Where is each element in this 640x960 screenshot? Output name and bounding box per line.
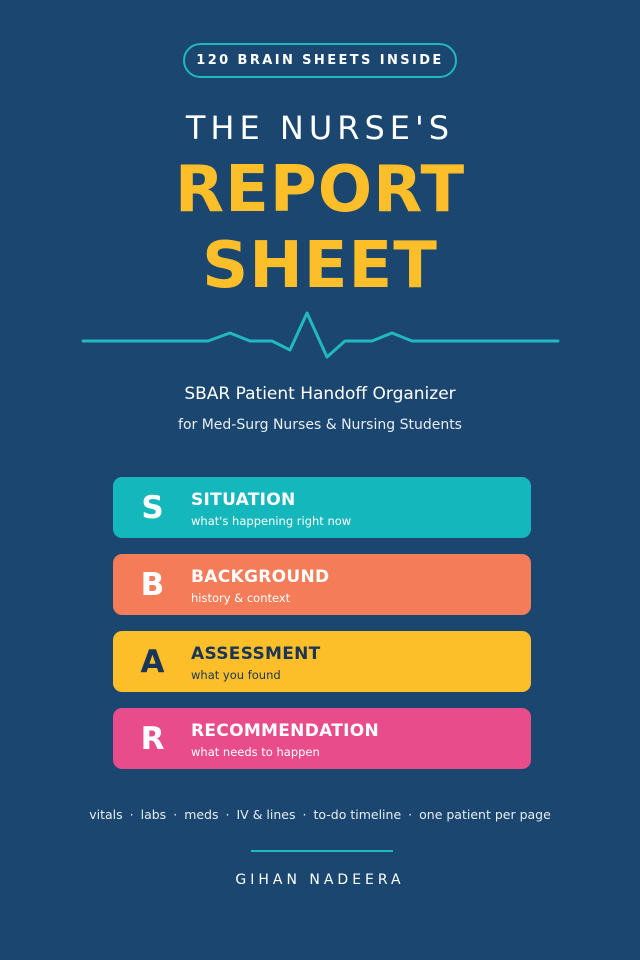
sbar-description: what's happening right now	[191, 514, 352, 528]
divider	[251, 850, 393, 852]
separator-dot: ·	[225, 807, 230, 822]
subtitle: SBAR Patient Handoff Organizer	[184, 384, 456, 404]
sbar-background	[113, 554, 531, 615]
title-kicker: THE NURSE'S	[185, 109, 455, 147]
separator-dot: ·	[302, 807, 307, 822]
sbar-letter: A	[140, 643, 165, 680]
feature-item: IV & lines	[236, 807, 296, 822]
sbar-description: what needs to happen	[191, 745, 320, 759]
sbar-letter: R	[140, 720, 165, 757]
sbar-letter: B	[140, 566, 165, 603]
heartbeat-line-icon	[0, 300, 640, 370]
separator-dot: ·	[408, 807, 413, 822]
sbar-heading: RECOMMENDATION	[191, 721, 380, 741]
sbar-recommendation	[113, 708, 531, 769]
sbar-heading: BACKGROUND	[191, 567, 330, 587]
feature-item: meds	[184, 807, 219, 822]
title-line-2: SHEET	[202, 229, 438, 303]
feature-list	[0, 807, 640, 822]
sbar-letter: S	[141, 489, 164, 526]
separator-dot: ·	[129, 807, 134, 822]
feature-item: labs	[140, 807, 167, 822]
sbar-assessment	[113, 631, 531, 692]
sbar-heading: ASSESSMENT	[191, 644, 321, 664]
sbar-description: what you found	[191, 668, 281, 682]
feature-item: vitals	[89, 807, 123, 822]
sbar-situation	[113, 477, 531, 538]
sbar-heading: SITUATION	[191, 490, 296, 510]
book-title	[0, 152, 640, 304]
author-name: GIHAN NADEERA	[235, 872, 405, 888]
sbar-description: history & context	[191, 591, 291, 605]
badge: 120 BRAIN SHEETS INSIDE	[183, 43, 457, 78]
audience-line: for Med-Surg Nurses & Nursing Students	[178, 417, 462, 433]
feature-item: to-do timeline	[313, 807, 402, 822]
title-line-1: REPORT	[174, 153, 466, 227]
separator-dot: ·	[173, 807, 178, 822]
feature-item: one patient per page	[419, 807, 551, 822]
